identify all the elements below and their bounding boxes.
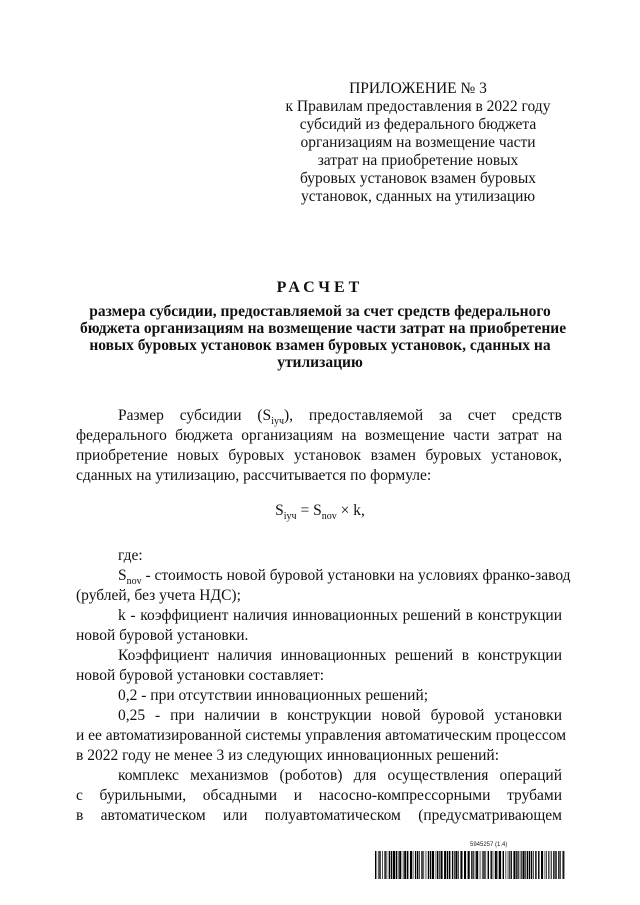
barcode-bar [521, 851, 522, 879]
barcode-bar [518, 851, 519, 879]
barcode-bar [428, 851, 429, 879]
subtitle-line: утилизацию [277, 354, 363, 371]
barcode-bar [523, 851, 525, 879]
barcode-bar [407, 851, 408, 879]
text-line: $S_{nov}$ - стоимость новой буровой установки на условиях франко-завод [118, 567, 571, 588]
document-title: РАСЧЕТ [276, 279, 364, 296]
barcode-bar [506, 851, 507, 879]
barcode-bar [441, 851, 443, 879]
text-line: комплекс механизмов (роботов) для осуществления операций [118, 767, 562, 784]
barcode-bar [553, 851, 554, 879]
appendix-line: ПРИЛОЖЕНИЕ № 3 [349, 80, 487, 97]
barcode-bar [389, 851, 390, 879]
barcode-bar [426, 851, 427, 879]
barcode-bar [475, 851, 476, 879]
barcode-bar [499, 851, 501, 879]
paragraph-subsidy-size [76, 406, 562, 486]
barcode-bar [458, 851, 459, 879]
appendix-line: буровых установок взамен буровых [300, 170, 536, 187]
barcode-bar [516, 851, 517, 879]
barcode-bar [447, 851, 448, 879]
text-line: с бурильными, обсадными и насосно-компрессорными трубами [76, 787, 562, 804]
barcode-bar [476, 851, 478, 879]
text-line: и ее автоматизированной системы управления автоматическим процессом [76, 727, 567, 744]
barcode-bar [527, 851, 528, 879]
barcode-bar [421, 851, 422, 879]
barcode-bar [460, 851, 462, 879]
barcode-bar [439, 851, 440, 879]
barcode-bar [560, 851, 561, 879]
barcode-bar [387, 851, 388, 879]
text-line: где: [118, 547, 143, 564]
barcode-bar [391, 851, 392, 879]
barcode-bar [436, 851, 437, 879]
barcode-bar [511, 851, 512, 879]
barcode-bar [399, 851, 401, 879]
text-line: новой буровой установки составляет: [76, 667, 325, 684]
barcode-bar [491, 851, 492, 879]
appendix-line: субсидий из федерального бюджета [299, 116, 537, 133]
barcode-bar [509, 851, 510, 879]
barcode-bar [525, 851, 526, 879]
barcode-number: 5945257 (1.4) [470, 842, 508, 848]
barcode-bar [480, 851, 481, 879]
barcode-bar [538, 851, 539, 879]
barcode-bar [541, 851, 543, 879]
barcode-bar [529, 851, 530, 879]
barcode-bar [473, 851, 474, 879]
barcode-bar [563, 851, 564, 879]
barcode-bar [495, 851, 497, 879]
barcode-bar [468, 851, 470, 879]
barcode-bar [464, 851, 466, 879]
barcode-icon [375, 851, 565, 879]
barcode-bar [531, 851, 532, 879]
text-line: в 2022 году не менее 3 из следующих инновационных решений: [76, 747, 500, 764]
appendix-line: установок, сданных на утилизацию [300, 188, 536, 205]
text-line: федерального бюджета организациям на возмещение части затрат на [76, 427, 562, 444]
barcode-bar [375, 851, 376, 879]
text-line: 0,25 - при наличии в конструкции новой буровой установки [118, 707, 562, 724]
barcode-bar [551, 851, 552, 879]
text-line: 0,2 - при отсутствии инновационных решений; [118, 687, 429, 704]
barcode-bar [513, 851, 515, 879]
text-line: k - коэффициент наличия инновационных решений в конструкции [118, 607, 562, 624]
barcode-bar [413, 851, 414, 879]
text-line: в автоматическом или полуавтоматическом (предусматривающем [76, 807, 562, 824]
text-line: Коэффициент наличия инновационных решений в конструкции [118, 647, 562, 664]
text-line: новой буровой установки. [76, 627, 249, 644]
barcode-bar [415, 851, 416, 879]
barcode-bar [404, 851, 406, 879]
barcode-bar [398, 851, 399, 879]
barcode-bar [508, 851, 509, 879]
barcode-bar [379, 851, 380, 879]
barcode-bar [493, 851, 494, 879]
barcode-bar [382, 851, 383, 879]
barcode-bar [449, 851, 450, 879]
barcode-bar [482, 851, 483, 879]
barcode-bar [488, 851, 489, 879]
text-line: приобретение новых буровых установок взамен буровых установок, [76, 447, 562, 464]
formula: $S_{iуч} = S_{nov} \times k$, [275, 502, 365, 523]
text-line: (рублей, без учета НДС); [76, 587, 241, 604]
barcode-bar [455, 851, 457, 879]
appendix-header [282, 80, 554, 206]
barcode-bar [503, 851, 504, 879]
barcode-bar [432, 851, 434, 879]
barcode-bar [437, 851, 438, 879]
barcode-bar [498, 851, 499, 879]
appendix-line: к Правилам предоставления в 2022 году [285, 98, 551, 115]
barcode-bar [555, 851, 556, 879]
text-line: Размер субсидии $(S_{iуч})$, предоставляемой за счет средств [118, 407, 562, 428]
barcode-bar [545, 851, 546, 879]
barcode-bar [452, 851, 453, 879]
barcode-bar [546, 851, 547, 879]
definitions [76, 546, 571, 826]
barcode-bar [548, 851, 549, 879]
barcode-bar [393, 851, 395, 879]
text-line: сданных на утилизацию, рассчитывается по формуле: [76, 467, 432, 484]
barcode-bar [535, 851, 536, 879]
barcode-bar [378, 851, 379, 879]
appendix-line: организациям на возмещение части [300, 134, 536, 151]
barcode-bar [520, 851, 521, 879]
subtitle-line: размера субсидии, предоставляемой за счет средств федерального [89, 303, 551, 320]
barcode-bar [410, 851, 412, 879]
barcode-bar [423, 851, 424, 879]
barcode-bar [558, 851, 559, 879]
barcode-bar [485, 851, 486, 879]
appendix-line: затрат на приобретение новых [317, 152, 519, 169]
barcode-bar [417, 851, 418, 879]
barcode-bar [419, 851, 420, 879]
barcode-bar [403, 851, 404, 879]
barcode-bar [454, 851, 455, 879]
subtitle-line: бюджета организациям на возмещение части затрат на приобретение [80, 320, 567, 337]
barcode-bar [384, 851, 385, 879]
barcode-bar [471, 851, 472, 879]
barcode-bar [483, 851, 484, 879]
subtitle-line: новых буровых установок взамен буровых установок, сданных на [89, 337, 551, 354]
barcode-bar [444, 851, 446, 879]
document-subtitle [80, 303, 567, 371]
barcode-bar [533, 851, 534, 879]
barcode-bar [550, 851, 551, 879]
barcode-bar [430, 851, 431, 879]
barcode-bar [396, 851, 397, 879]
